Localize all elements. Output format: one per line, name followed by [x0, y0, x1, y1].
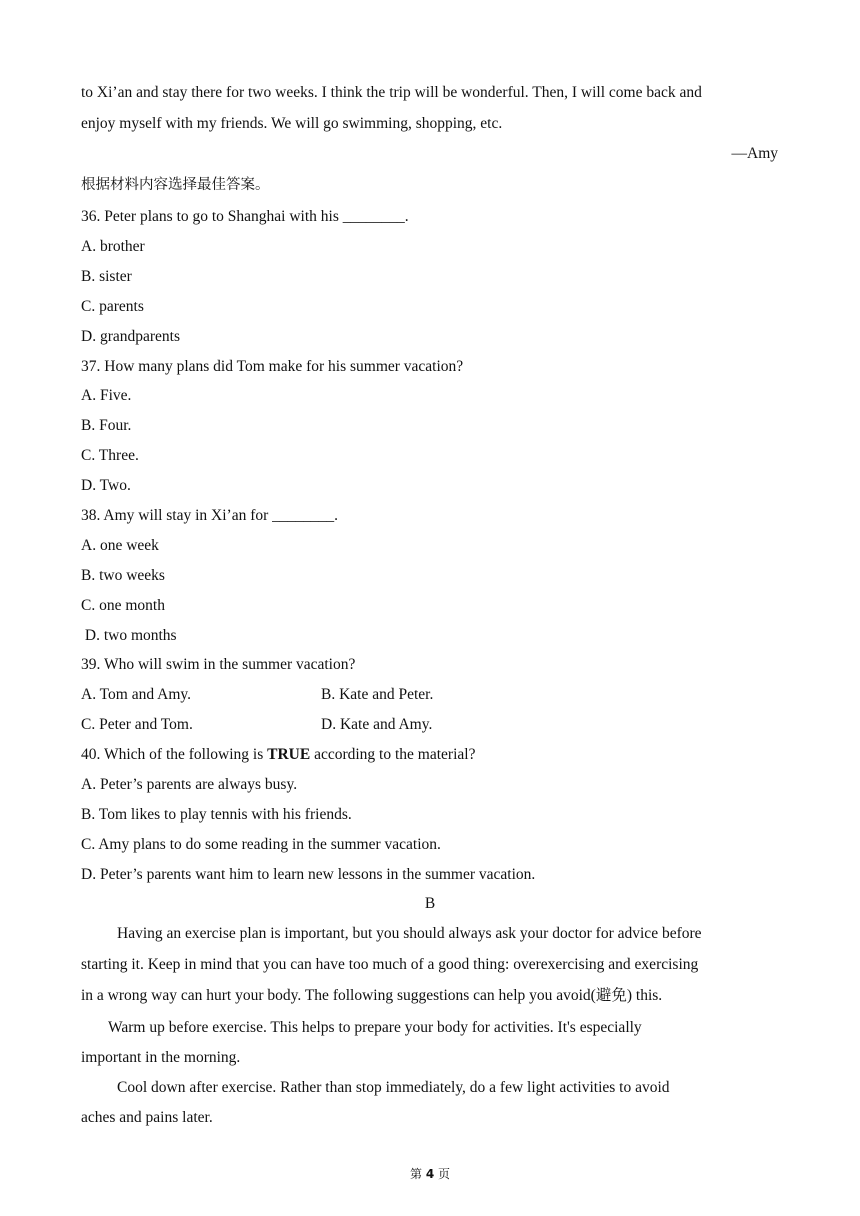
question-38-option-a: A. one week: [81, 537, 159, 554]
question-39-option-a: A. Tom and Amy.: [81, 686, 191, 703]
question-39-option-b: B. Kate and Peter.: [321, 686, 434, 703]
question-40-stem: [81, 745, 475, 765]
page-footer: [0, 1165, 860, 1182]
passage-line: enjoy myself with my friends. We will go swimming, shopping, etc.: [81, 115, 503, 132]
question-38-stem: 38. Amy will stay in Xi’an for ________.: [81, 507, 339, 524]
section-b-paragraph-1-line: starting it. Keep in mind that you can have too much of a good thing: overexercising and exercising: [81, 956, 699, 973]
question-36-option-b: B. sister: [81, 268, 132, 285]
passage-line: to Xi’an and stay there for two weeks. I think the trip will be wonderful. Then, I will come back and: [81, 84, 702, 101]
page-footer-prefix: 第: [409, 1167, 422, 1181]
question-40-stem-before: 40. Which of the following is: [81, 746, 268, 763]
section-b-heading: B: [424, 895, 436, 912]
page-number: 4: [425, 1167, 435, 1181]
page-footer-suffix: 页: [438, 1167, 451, 1181]
question-40-stem-after: according to the material?: [310, 746, 476, 763]
question-40-option-d: D. Peter’s parents want him to learn new lessons in the summer vacation.: [81, 866, 536, 883]
question-39-option-c: C. Peter and Tom.: [81, 716, 193, 733]
question-40-stem-bold: TRUE: [267, 746, 311, 763]
question-37-stem: 37. How many plans did Tom make for his summer vacation?: [81, 358, 464, 375]
question-40-option-c: C. Amy plans to do some reading in the summer vacation.: [81, 836, 441, 853]
question-40-option-a: A. Peter’s parents are always busy.: [81, 776, 298, 793]
question-39-stem: 39. Who will swim in the summer vacation?: [81, 656, 356, 673]
question-37-option-c: C. Three.: [81, 447, 139, 464]
section-b-paragraph-1-line: in a wrong way can hurt your body. The following suggestions can help you avoid(避免) this.: [81, 987, 663, 1004]
instruction-text: 根据材料内容选择最佳答案。: [81, 177, 270, 193]
question-37-option-d: D. Two.: [81, 477, 131, 494]
section-b-paragraph-3-line: Cool down after exercise. Rather than stop immediately, do a few light activities to avoid: [117, 1079, 670, 1096]
passage-signature: —Amy: [731, 145, 778, 162]
question-36-stem: 36. Peter plans to go to Shanghai with his ________.: [81, 208, 409, 225]
question-40-option-b: B. Tom likes to play tennis with his friends.: [81, 806, 352, 823]
section-b-paragraph-2-line: Warm up before exercise. This helps to prepare your body for activities. It's especially: [108, 1019, 642, 1036]
question-38-option-c: C. one month: [81, 597, 165, 614]
section-b-paragraph-1-line: Having an exercise plan is important, but you should always ask your doctor for advice before: [117, 925, 702, 942]
question-39-option-d: D. Kate and Amy.: [321, 716, 433, 733]
question-36-option-d: D. grandparents: [81, 328, 180, 345]
section-b-paragraph-2-line: important in the morning.: [81, 1049, 241, 1066]
question-37-option-a: A. Five.: [81, 387, 132, 404]
section-b-paragraph-3-line: aches and pains later.: [81, 1109, 213, 1126]
question-38-option-d: D. two months: [81, 627, 177, 644]
question-38-option-b: B. two weeks: [81, 567, 165, 584]
question-36-option-a: A. brother: [81, 238, 145, 255]
question-37-option-b: B. Four.: [81, 417, 132, 434]
question-36-option-c: C. parents: [81, 298, 144, 315]
